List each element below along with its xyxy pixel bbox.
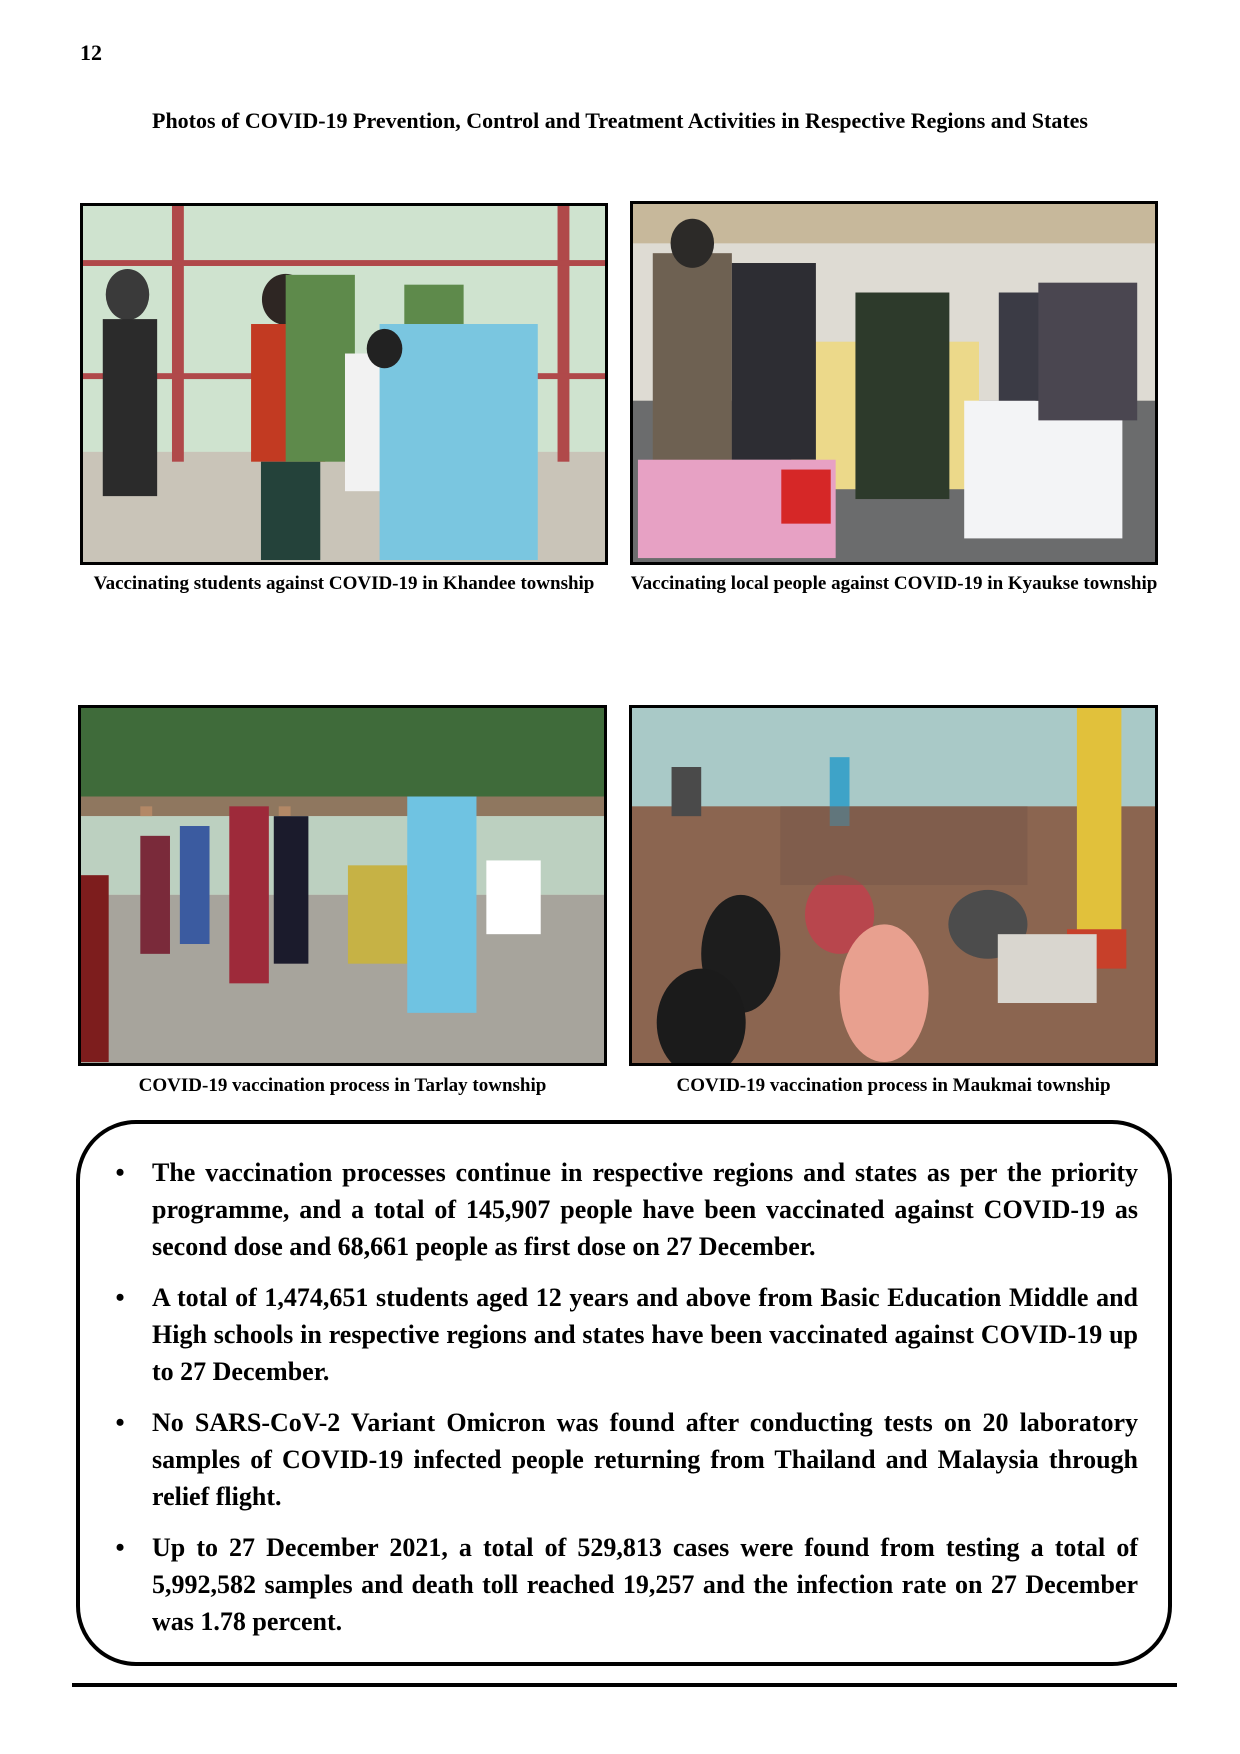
summary-item-text: No SARS-CoV-2 Variant Omicron was found after conducting tests on 20 laboratory samples of COVID-19 infected people returning from Thailand and Malaysia through relief flight. xyxy=(152,1408,1138,1511)
photo-tarlay-vaccination-image xyxy=(81,708,604,1063)
photo-vaccinating-locals-image xyxy=(633,204,1155,562)
summary-item-text: A total of 1,474,651 students aged 12 years and above from Basic Education Middle and High schools in respective regions and states have been vaccinated against COVID-19 up to 27 December. xyxy=(152,1283,1138,1386)
bullet-icon: • xyxy=(115,1408,125,1437)
photo-khandee xyxy=(80,203,608,565)
photo-kyaukse xyxy=(630,201,1158,565)
bullet-icon: • xyxy=(115,1533,125,1562)
summary-item-text: The vaccination processes continue in respective regions and states as per the priority programme, and a total of 145,907 people have been vaccinated against COVID-19 as second dose and 68,661 people as first dose on 27 December. xyxy=(152,1158,1138,1261)
summary-list xyxy=(110,1154,1138,1654)
summary-item xyxy=(110,1529,1138,1640)
photo-maukmai-vaccination-image xyxy=(632,708,1155,1063)
summary-item-text: Up to 27 December 2021, a total of 529,813 cases were found from testing a total of 5,992,582 samples and death toll reached 19,257 and the infection rate on 27 December was 1.78 percent. xyxy=(152,1533,1138,1636)
summary-item xyxy=(110,1404,1138,1515)
photo-caption: COVID-19 vaccination process in Maukmai township xyxy=(676,1075,1111,1096)
summary-item xyxy=(110,1279,1138,1390)
photo-caption: Vaccinating local people against COVID-19 in Kyaukse township xyxy=(630,573,1158,594)
summary-item xyxy=(110,1154,1138,1265)
summary-box xyxy=(76,1120,1172,1666)
photo-vaccinating-students-image xyxy=(83,206,605,562)
photo-caption: COVID-19 vaccination process in Tarlay township xyxy=(138,1075,547,1096)
photo-tarlay xyxy=(78,705,607,1066)
page-title: Photos of COVID-19 Prevention, Control and Treatment Activities in Respective Regions and States xyxy=(152,108,1088,133)
bullet-icon: • xyxy=(115,1158,125,1187)
photo-maukmai xyxy=(629,705,1158,1066)
bottom-rule xyxy=(72,1683,1177,1687)
bullet-icon: • xyxy=(115,1283,125,1312)
photo-caption: Vaccinating students against COVID-19 in Khandee township xyxy=(93,573,595,594)
page-number: 12 xyxy=(80,40,102,65)
